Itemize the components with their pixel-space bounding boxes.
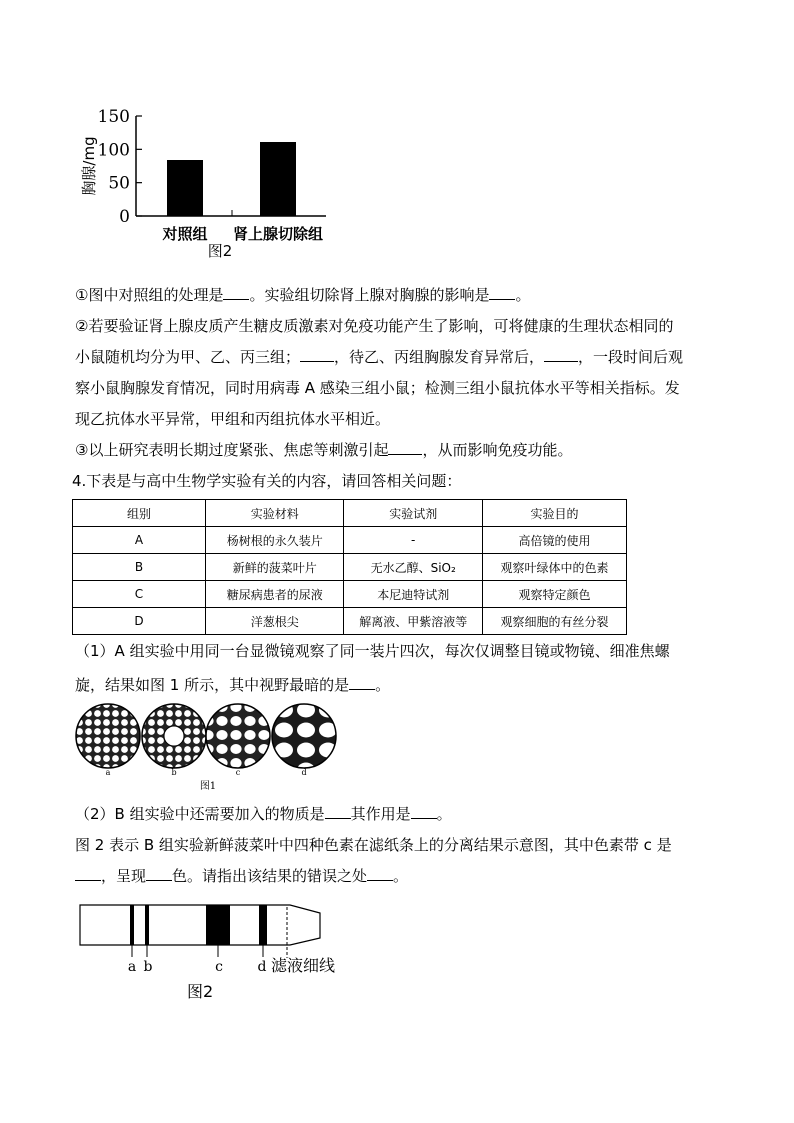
q2-line4: 现乙抗体水平异常，甲组和丙组抗体水平相近。 xyxy=(75,410,391,428)
table-cell: 杨树根的永久装片 xyxy=(205,527,344,554)
table-cell: C xyxy=(73,581,206,608)
table-cell: 观察特定颜色 xyxy=(482,581,626,608)
table-cell: B xyxy=(73,554,206,581)
table-cell: 高倍镜的使用 xyxy=(482,527,626,554)
filtrate-line-label: 滤液细线 xyxy=(271,956,336,975)
table-cell: 观察细胞的有丝分裂 xyxy=(482,608,626,635)
fig1-label: b xyxy=(171,768,177,777)
y-tick-label: 150 xyxy=(97,107,130,127)
fig1-label: a xyxy=(105,768,111,777)
answer-blank[interactable] xyxy=(223,285,249,300)
table-cell: A xyxy=(73,527,206,554)
thymus-bar-chart xyxy=(70,100,350,260)
part-1 xyxy=(75,636,725,701)
answer-blank[interactable] xyxy=(388,440,422,455)
bar xyxy=(167,160,203,216)
part2-line3c: 色。请指出该结果的错误之处 xyxy=(172,867,368,885)
fig2-label: d xyxy=(257,959,267,975)
part2-line1a: （2）B 组实验中还需要加入的物质是 xyxy=(75,805,325,823)
fig2-label: b xyxy=(143,959,153,975)
q2-line2 xyxy=(75,342,725,373)
answer-blank[interactable] xyxy=(544,347,578,362)
question-2 xyxy=(75,311,725,435)
table-header: 实验材料 xyxy=(205,500,344,527)
filter-paper-strip xyxy=(80,905,320,945)
part2-line2: 图 2 表示 B 组实验新鲜菠菜叶中四种色素在滤纸条上的分离结果示意图，其中色素带 c 是 xyxy=(75,836,672,854)
band-d xyxy=(259,905,267,945)
table-header: 实验试剂 xyxy=(344,500,483,527)
table-row xyxy=(73,581,627,608)
experiment-table xyxy=(72,499,627,635)
table-row xyxy=(73,527,627,554)
question-3 xyxy=(75,435,725,466)
fig2-caption: 图2 xyxy=(187,982,214,1001)
table-cell: 解离液、甲紫溶液等 xyxy=(344,608,483,635)
answer-blank[interactable] xyxy=(146,866,172,881)
part1-line2b: 。 xyxy=(375,676,391,694)
table-header-row xyxy=(73,500,627,527)
table-cell: 观察叶绿体中的色素 xyxy=(482,554,626,581)
part2-line1c: 。 xyxy=(436,805,452,823)
fig1-label: d xyxy=(301,768,307,777)
question-4-title: 4.下表是与高中生物学实验有关的内容，请回答相关问题： xyxy=(72,472,462,490)
answer-blank[interactable] xyxy=(367,866,393,881)
table-cell: D xyxy=(73,608,206,635)
fig2-label: a xyxy=(127,959,137,975)
part2-line3d: 。 xyxy=(393,867,409,885)
fig1-caption: 图1 xyxy=(199,781,217,792)
q1b-text: 。实验组切除肾上腺对胸腺的影响是 xyxy=(249,286,490,304)
microscope-fields-figure xyxy=(75,700,345,795)
answer-blank[interactable] xyxy=(489,285,515,300)
answer-blank[interactable] xyxy=(75,866,101,881)
table-row xyxy=(73,608,627,635)
band-a xyxy=(130,905,134,945)
y-tick-label: 100 xyxy=(97,140,130,161)
part2-line3 xyxy=(75,861,725,892)
y-tick-label: 0 xyxy=(119,207,130,227)
part1-line2 xyxy=(75,670,725,701)
field-d xyxy=(272,704,336,777)
table-cell: - xyxy=(344,527,483,554)
field-a xyxy=(76,704,140,777)
q2-line2a: 小鼠随机均分为甲、乙、丙三组； xyxy=(75,348,301,366)
part2-line1b: 其作用是 xyxy=(350,805,411,823)
q2-line2b: ，待乙、丙组胸腺发育异常后， xyxy=(334,348,545,366)
answer-blank[interactable] xyxy=(349,675,375,690)
table-cell: 本尼迪特试剂 xyxy=(344,581,483,608)
part2-line1 xyxy=(75,799,725,830)
answer-blank[interactable] xyxy=(411,804,437,819)
part1-line1: （1）A 组实验中用同一台显微镜观察了同一装片四次，每次仅调整目镜或物镜、细准焦螺 xyxy=(75,642,670,660)
table-cell: 糖尿病患者的尿液 xyxy=(205,581,344,608)
part1-line2a: 旋，结果如图 1 所示，其中视野最暗的是 xyxy=(75,676,350,694)
band-c xyxy=(206,905,230,945)
field-b xyxy=(142,704,206,777)
y-tick-label: 50 xyxy=(108,173,130,194)
q2-line1: ②若要验证肾上腺皮质产生糖皮质激素对免疫功能产生了影响，可将健康的生理状态相同的 xyxy=(75,317,674,335)
table-header: 实验目的 xyxy=(482,500,626,527)
question-1: ①图中对照组的处理是 。实验组切除肾上腺对胸腺的影响是 。 xyxy=(75,286,531,304)
part2-line3b: ，呈现 xyxy=(101,867,147,885)
chromatography-strip-figure xyxy=(75,900,365,1005)
fig1-label: c xyxy=(235,768,241,777)
table-header: 组别 xyxy=(73,500,206,527)
table-cell: 无水乙醇、SiO₂ xyxy=(344,554,483,581)
fig2-label: c xyxy=(215,959,223,975)
part-2 xyxy=(75,799,725,892)
chart-caption: 图2 xyxy=(207,242,233,260)
q3a-text: ③以上研究表明长期过度紧张、焦虑等刺激引起 xyxy=(75,441,389,459)
x-category-label: 肾上腺切除组 xyxy=(232,225,324,243)
q2-line2c: ，一段时间后观 xyxy=(578,348,684,366)
table-cell: 新鲜的菠菜叶片 xyxy=(205,554,344,581)
q1-text: ①图中对照组的处理是 xyxy=(75,286,224,304)
field-c xyxy=(206,704,270,777)
answer-blank[interactable] xyxy=(325,804,351,819)
q3b-text: ，从而影响免疫功能。 xyxy=(422,441,573,459)
x-category-label: 对照组 xyxy=(162,225,208,243)
y-axis-label: 胸腺/mg xyxy=(80,136,98,196)
q2-line3: 察小鼠胸腺发育情况，同时用病毒 A 感染三组小鼠；检测三组小鼠抗体水平等相关指标。发 xyxy=(75,379,680,397)
bar xyxy=(260,142,296,216)
table-row xyxy=(73,554,627,581)
band-b xyxy=(145,905,149,945)
answer-blank[interactable] xyxy=(300,347,334,362)
table-cell: 洋葱根尖 xyxy=(205,608,344,635)
